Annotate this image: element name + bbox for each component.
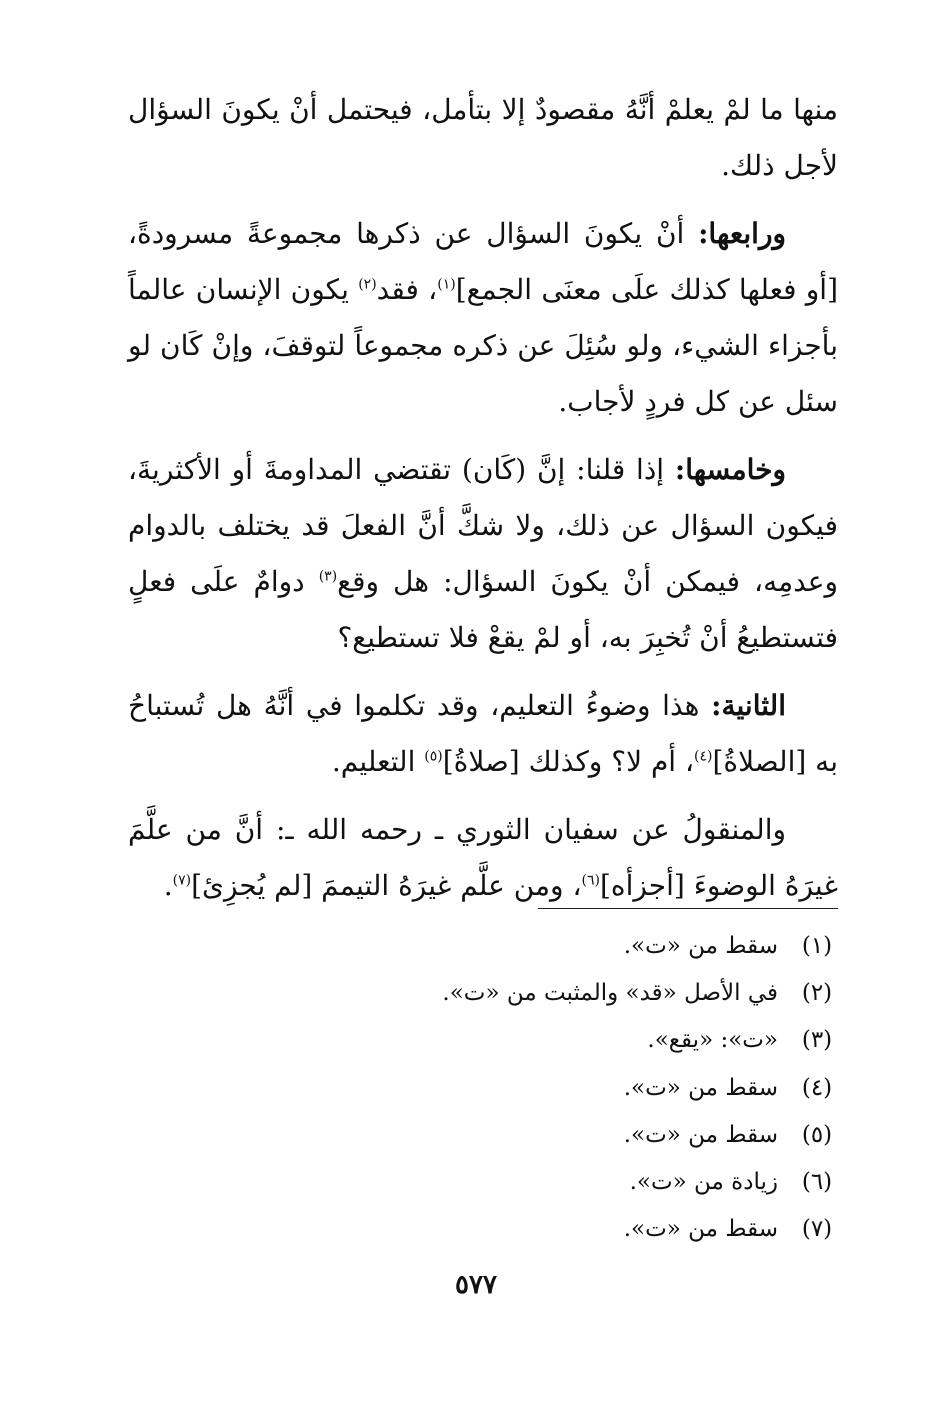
footnote-ref[interactable]: (٢) xyxy=(358,276,377,293)
footnote-number: (٥) xyxy=(801,1121,833,1148)
footnote-item xyxy=(128,1017,838,1064)
footnote-text: سقط من «ت». xyxy=(623,1121,778,1148)
footnote-number: (١) xyxy=(801,932,833,959)
page-number: ٥٧٧ xyxy=(455,1270,497,1300)
paragraph-2 xyxy=(128,206,838,430)
footnote-ref[interactable]: (٣) xyxy=(318,568,338,585)
footnote-number: (٤) xyxy=(801,1074,833,1101)
footnote-ref[interactable]: (٧) xyxy=(172,872,192,889)
paragraph-text: دوامٌ علَى فعلٍ فتستطيعُ أنْ تُخبِرَ به، أو لمْ يقعْ فلا تستطيع؟ xyxy=(128,565,838,654)
paragraph-text: ، ومن علَّم غيرَهُ التيممَ [لم يُجزِئ] xyxy=(191,869,582,902)
paragraph-text: إذا قلنا: إنَّ (كَان) تقتضي المداومةَ أو الأكثريةَ، فيكون السؤال عن ذلك، ولا شكَّ أنَّ الفعلَ قد يختلف بالدوام وعدمِه، فيمكن أنْ يكونَ السؤال: هل وقع xyxy=(128,453,839,598)
paragraph-lead: ورابعها: xyxy=(698,217,786,250)
footnote-ref[interactable]: (٦) xyxy=(581,872,600,889)
paragraph-text: التعليم. xyxy=(331,745,425,778)
paragraph-text: . xyxy=(163,869,173,902)
paragraph-lead: الثانية: xyxy=(711,689,786,722)
footnote-item xyxy=(128,922,838,969)
footnote-number: (٦) xyxy=(801,1169,833,1196)
footnote-divider xyxy=(538,908,838,909)
footnote-number: (٧) xyxy=(801,1216,833,1243)
footnote-ref[interactable]: (١) xyxy=(437,276,456,293)
paragraph-text: هذا وضوءُ التعليم، وقد تكلموا في أنَّهُ هل تُستباحُ به [الصلاةُ] xyxy=(128,689,838,778)
paragraph-text: أنْ يكونَ السؤال عن ذكرها مجموعةً مسرودةً، [أو فعلها كذلك علَى معنَى الجمع] xyxy=(128,217,838,306)
paragraph-text: يكون الإنسان عالماً بأجزاء الشيء، ولو سُئِلَ عن ذكره مجموعاً لتوقفَ، وإنْ كَان لو سئل عن كل فردٍ لأجاب. xyxy=(128,273,838,418)
footnote-text: سقط من «ت». xyxy=(623,1074,778,1101)
footnote-item xyxy=(128,969,838,1016)
paragraph-4 xyxy=(128,678,838,790)
paragraph-text: ، فقد xyxy=(376,273,438,306)
footnote-text: سقط من «ت». xyxy=(623,932,778,959)
footnote-text: في الأصل «قد» والمثبت من «ت». xyxy=(442,979,778,1006)
footnote-ref[interactable]: (٤) xyxy=(694,748,713,765)
paragraph-text: منها ما لمْ يعلمْ أنَّهُ مقصودٌ إلا بتأمل، فيحتمل أنْ يكونَ السؤال لأجل ذلك. xyxy=(128,93,838,182)
footnote-item xyxy=(128,1206,838,1253)
footnote-item xyxy=(128,1064,838,1111)
footnote-text: زيادة من «ت». xyxy=(629,1169,778,1196)
paragraph-text: ، أم لا؟ وكذلك [صلاةُ] xyxy=(442,745,694,778)
paragraph-3 xyxy=(128,442,838,666)
footnote-ref[interactable]: (٥) xyxy=(424,748,443,765)
paragraph-1 xyxy=(128,82,838,194)
footnote-item xyxy=(128,1111,838,1158)
footnote-text: «ت»: «يقع». xyxy=(647,1027,778,1054)
paragraph-lead: وخامسها: xyxy=(674,453,786,486)
footnote-number: (٣) xyxy=(801,1027,833,1054)
paragraph-5 xyxy=(128,802,838,914)
paragraph-text: والمنقولُ عن سفيان الثوري ـ رحمه الله ـ: أنَّ من علَّمَ غيرَهُ الوضوءَ [أجزأه] xyxy=(128,813,838,902)
footnote-number: (٢) xyxy=(801,979,833,1006)
footnote-item xyxy=(128,1158,838,1205)
main-text xyxy=(128,82,838,926)
footnotes xyxy=(128,922,838,1253)
footnote-text: سقط من «ت». xyxy=(623,1216,778,1243)
